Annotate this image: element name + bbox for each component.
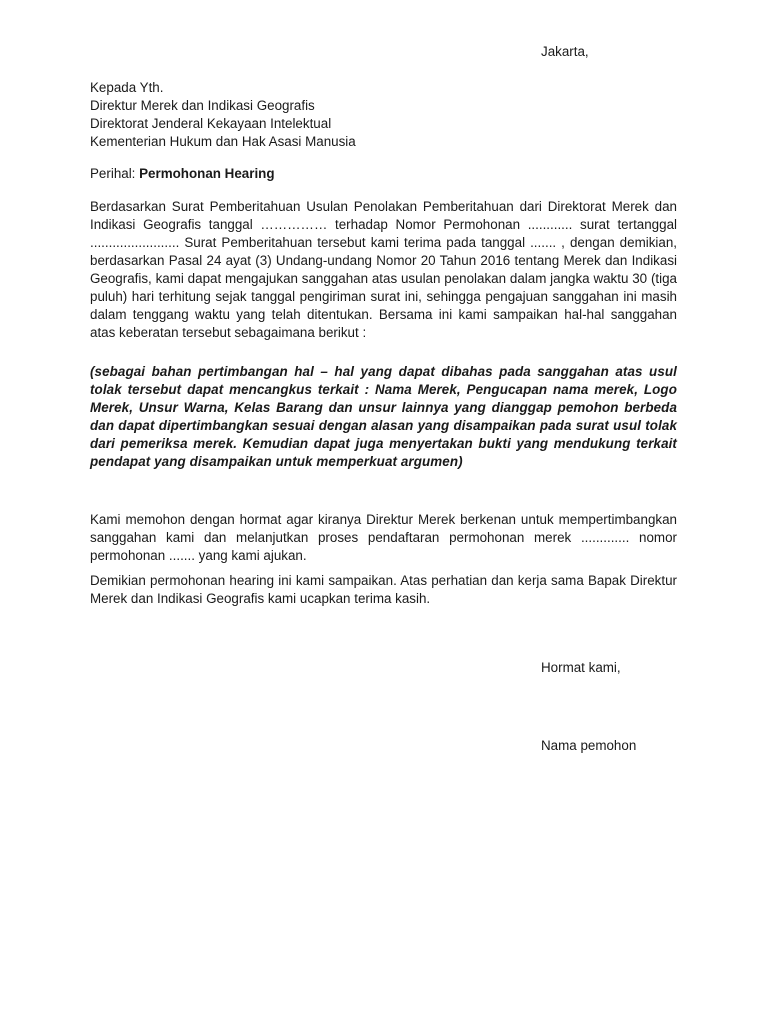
recipient-line: Direktur Merek dan Indikasi Geografis (90, 98, 315, 113)
recipient-line: Kementerian Hukum dan Hak Asasi Manusia (90, 134, 356, 149)
signature-name: Nama pemohon (541, 738, 637, 753)
recipient-line: Direktorat Jenderal Kekayaan Intelektual (90, 116, 332, 131)
subject-line (90, 165, 677, 183)
signature-salutation: Hormat kami, (541, 660, 621, 675)
intro-paragraph: Berdasarkan Surat Pemberitahuan Usulan Penolakan Pemberitahuan dari Direktorat Merek dan Indikasi Geografis tanggal …………… terhadap Nomor Permohonan ............ surat tertanggal ........................ Surat Pemberitahuan tersebut kami terima pada tanggal ....... , dengan demikian, berdasarkan Pasal 24 ayat (3) Undang-undang Nomor 20 Tahun 2016 tentang Merek dan Indikasi Geografis, kami dapat mengajukan sanggahan atas usulan penolakan dalam jangka waktu 30 (tiga puluh) hari terhitung sejak tanggal pengiriman surat ini, sehingga pengajuan sanggahan ini masih dalam tenggang waktu yang telah ditentukan. Bersama ini kami sampaikan hal-hal sanggahan atas keberatan tersebut sebagaimana berikut : (90, 199, 677, 340)
closing-paragraph: Demikian permohonan hearing ini kami sampaikan. Atas perhatian dan kerja sama Bapak Direktur Merek dan Indikasi Geografis kami ucapkan terima kasih. (90, 573, 677, 606)
place-date: Jakarta, (541, 44, 589, 59)
request-paragraph: Kami memohon dengan hormat agar kiranya Direktur Merek berkenan untuk mempertimbangkan sanggahan kami dan melanjutkan proses pendaftaran permohonan merek ............. nomor permohonan ....... yang kami ajukan. (90, 512, 677, 563)
recipient-block (90, 79, 677, 151)
note-paragraph: (sebagai bahan pertimbangan hal – hal yang dapat dibahas pada sanggahan atas usul tolak tersebut dapat mencangkus terkait : Nama Merek, Pengucapan nama merek, Logo Merek, Unsur Warna, Kelas Barang dan unsur lainnya yang dianggap pemohon berbeda dan dapat dipertimbangkan sesuai dengan alasan yang disampaikan pada surat usul tolak dari pemeriksa merek. Kemudian dapat juga menyertakan bukti yang mendukung terkait pendapat yang disampaikan untuk memperkuat argumen) (90, 364, 677, 469)
subject-value: Permohonan Hearing (139, 166, 275, 181)
recipient-greeting: Kepada Yth. (90, 80, 164, 95)
subject-label: Perihal: (90, 166, 140, 181)
